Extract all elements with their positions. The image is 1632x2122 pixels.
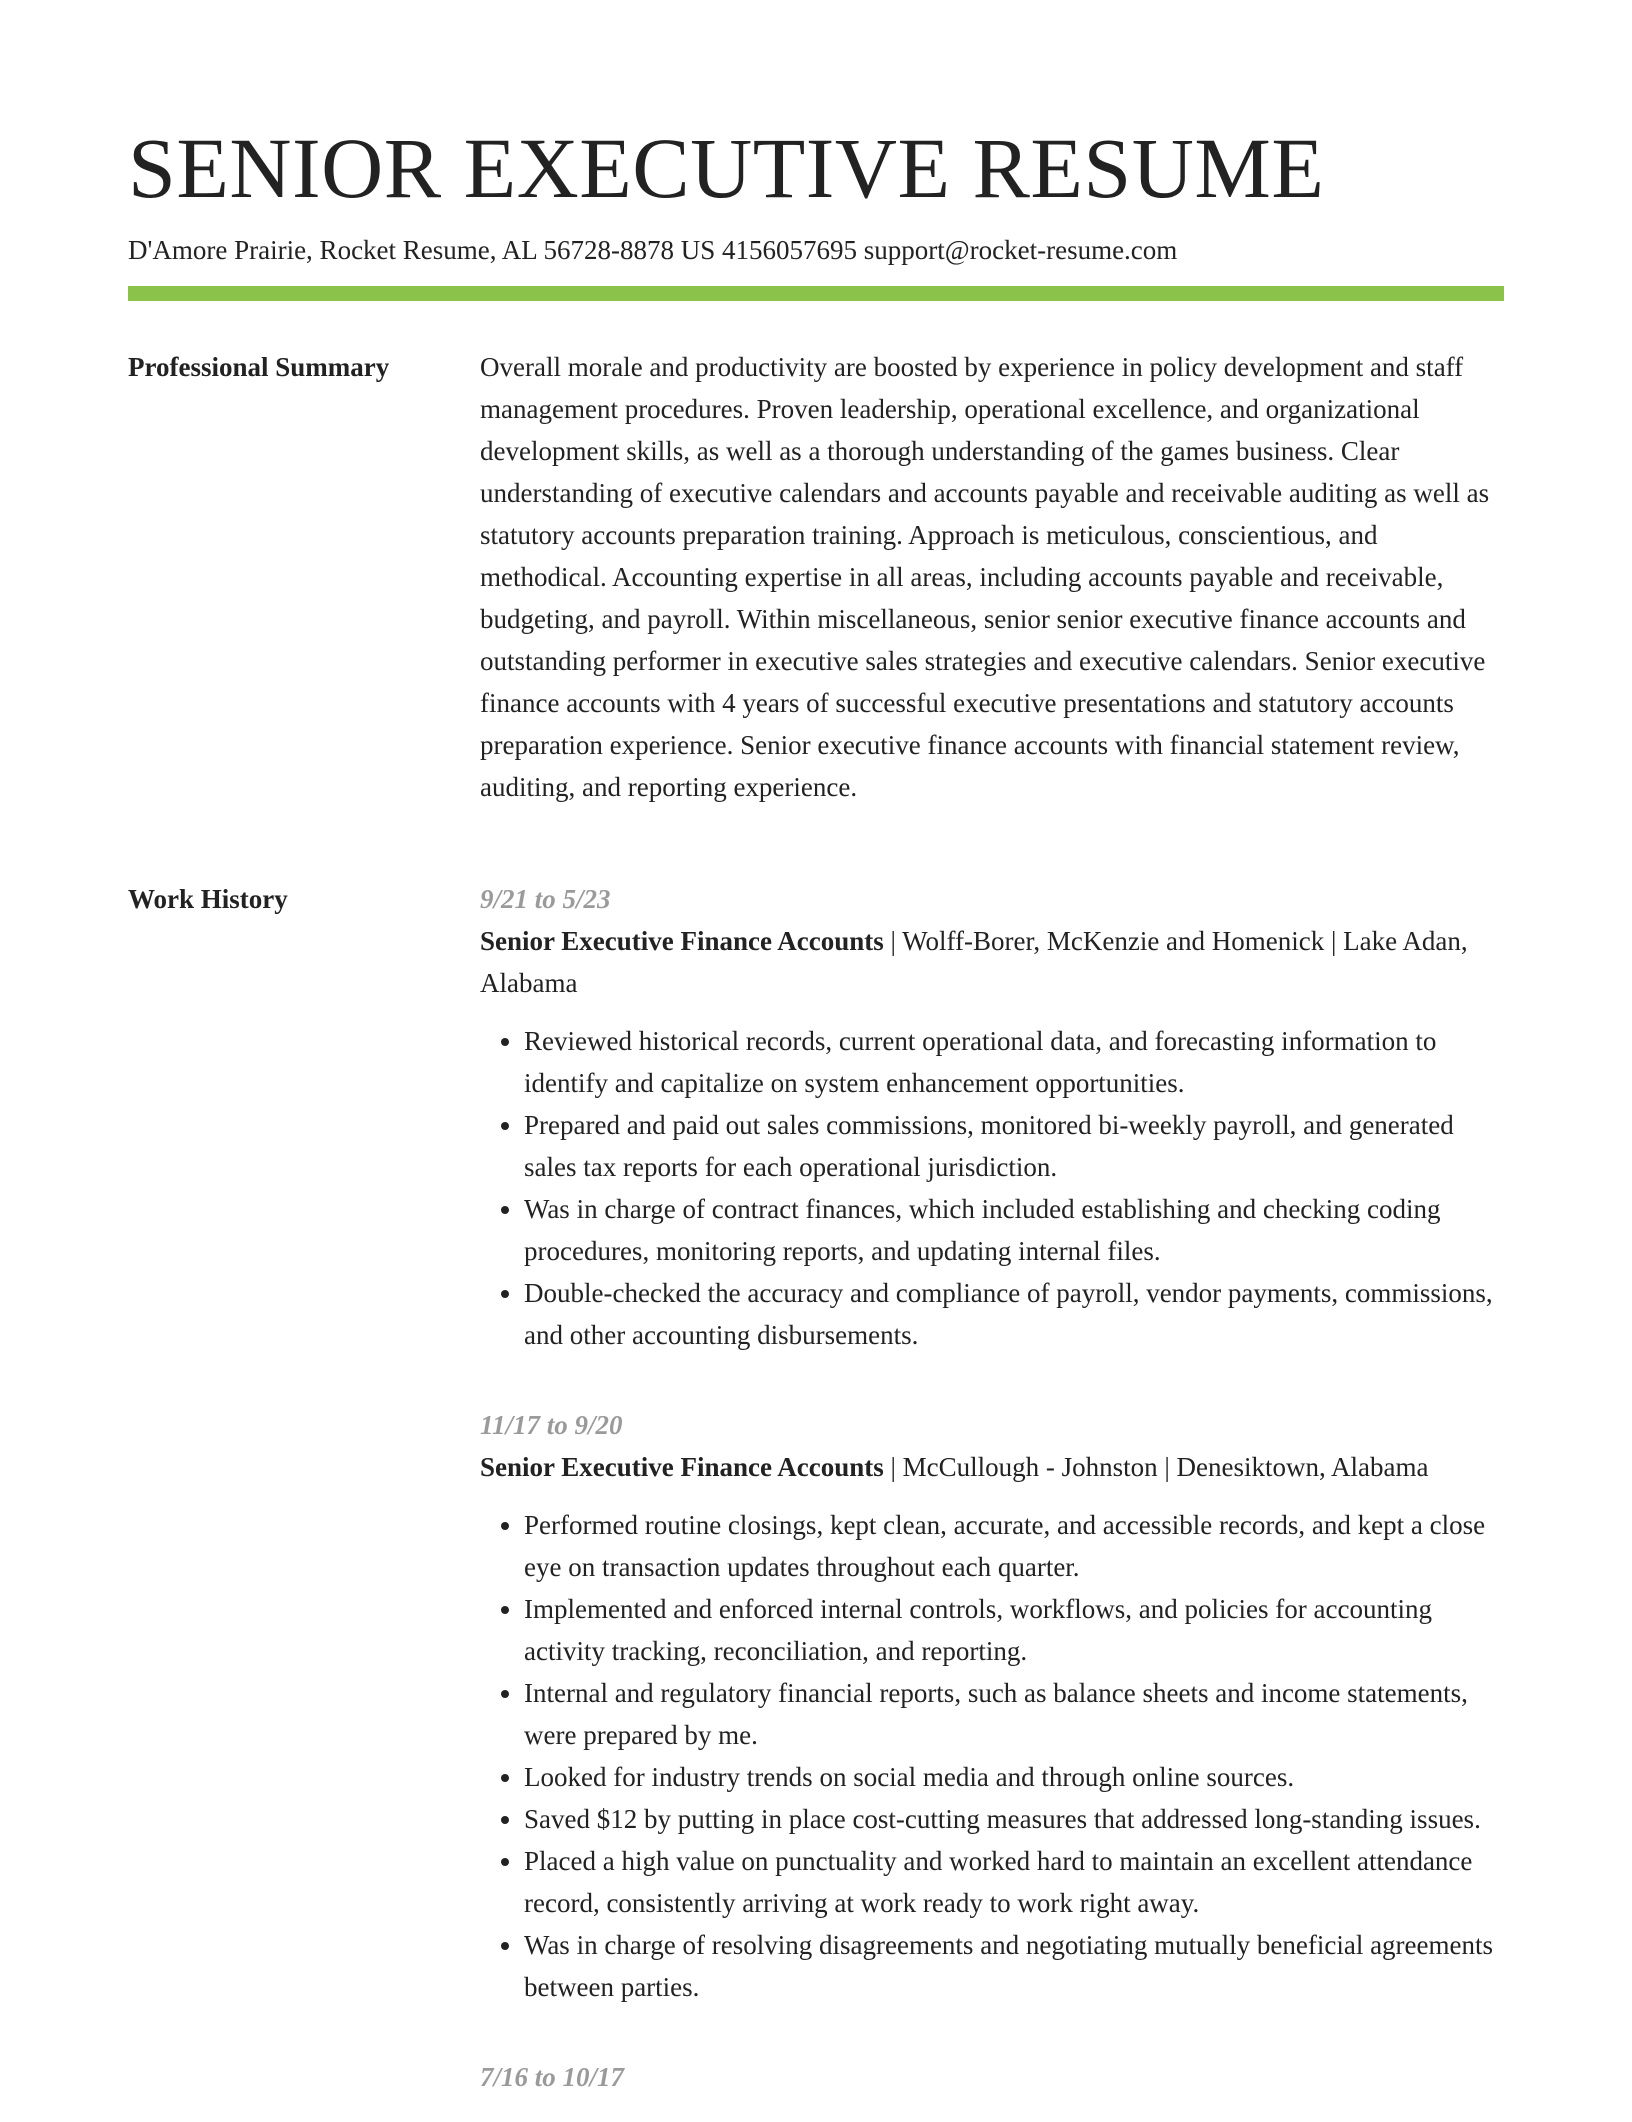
job-duty: • Was in charge of contract finances, which included establishing and checking coding procedures, monitoring reports, and updating internal files. bbox=[524, 1188, 1504, 1272]
job-employer-location: | Wolff-Borer, McKenzie and Homenick | Lake Adan, Alabama bbox=[480, 926, 1468, 998]
job-dates: 11/17 to 9/20 bbox=[480, 1410, 623, 1440]
work-history-label: Work History bbox=[128, 884, 288, 914]
job-duties bbox=[480, 1504, 1504, 2008]
job-entry bbox=[480, 878, 1504, 1356]
job-duty: • Was in charge of resolving disagreements and negotiating mutually beneficial agreements between parties. bbox=[524, 1924, 1504, 2008]
job-heading bbox=[480, 920, 1504, 1004]
job-duties bbox=[480, 1020, 1504, 1356]
job-dates: 7/16 to 10/17 bbox=[480, 2062, 625, 2092]
summary-section bbox=[480, 346, 1504, 808]
job-duty: • Looked for industry trends on social media and through online sources. bbox=[524, 1756, 1504, 1798]
job-duty: • Saved $12 by putting in place cost-cutting measures that addressed long-standing issues. bbox=[524, 1798, 1504, 1840]
work-history-section bbox=[480, 878, 1504, 2122]
job-entry bbox=[480, 1404, 1504, 2008]
job-entry bbox=[480, 2056, 1504, 2098]
job-duty: • Performed routine closings, kept clean, accurate, and accessible records, and kept a close eye on transaction updates throughout each quarter. bbox=[524, 1504, 1504, 1588]
job-duty: • Placed a high value on punctuality and worked hard to maintain an excellent attendance record, consistently arriving at work ready to work right away. bbox=[524, 1840, 1504, 1924]
job-duty: • Double-checked the accuracy and compliance of payroll, vendor payments, commissions, and other accounting disbursements. bbox=[524, 1272, 1504, 1356]
header-divider bbox=[128, 286, 1504, 301]
job-title: Senior Executive Finance Accounts bbox=[480, 1452, 884, 1482]
summary-text: Overall morale and productivity are boosted by experience in policy development and staff management procedures. Proven leadership, operational excellence, and organizational development skills, as well as a thorough understanding of the games business. Clear understanding of executive calendars and accounts payable and receivable auditing as well as statutory accounts preparation training. Approach is meticulous, conscientious, and methodical. Accounting expertise in all areas, including accounts payable and receivable, budgeting, and payroll. Within miscellaneous, senior senior executive finance accounts and outstanding performer in executive sales strategies and executive calendars. Senior executive finance accounts with 4 years of successful executive presentations and statutory accounts preparation experience. Senior executive finance accounts with financial statement review, auditing, and reporting experience. bbox=[480, 352, 1490, 802]
summary-label: Professional Summary bbox=[128, 352, 390, 382]
job-duty: • Reviewed historical records, current operational data, and forecasting information to identify and capitalize on system enhancement opportunities. bbox=[524, 1020, 1504, 1104]
job-duty: • Prepared and paid out sales commissions, monitored bi-weekly payroll, and generated sales tax reports for each operational jurisdiction. bbox=[524, 1104, 1504, 1188]
resume-title: SENIOR EXECUTIVE RESUME bbox=[128, 120, 1325, 216]
job-employer-location: | McCullough - Johnston | Denesiktown, Alabama bbox=[883, 1452, 1429, 1482]
job-heading bbox=[480, 1446, 1504, 1488]
job-dates: 9/21 to 5/23 bbox=[480, 884, 611, 914]
job-title: Senior Executive Finance Accounts bbox=[480, 926, 884, 956]
job-duty: • Internal and regulatory financial reports, such as balance sheets and income statements, were prepared by me. bbox=[524, 1672, 1504, 1756]
job-duty: • Implemented and enforced internal controls, workflows, and policies for accounting activity tracking, reconciliation, and reporting. bbox=[524, 1588, 1504, 1672]
contact-line: D'Amore Prairie, Rocket Resume, AL 56728-8878 US 4156057695 support@rocket-resume.com bbox=[128, 235, 1178, 265]
